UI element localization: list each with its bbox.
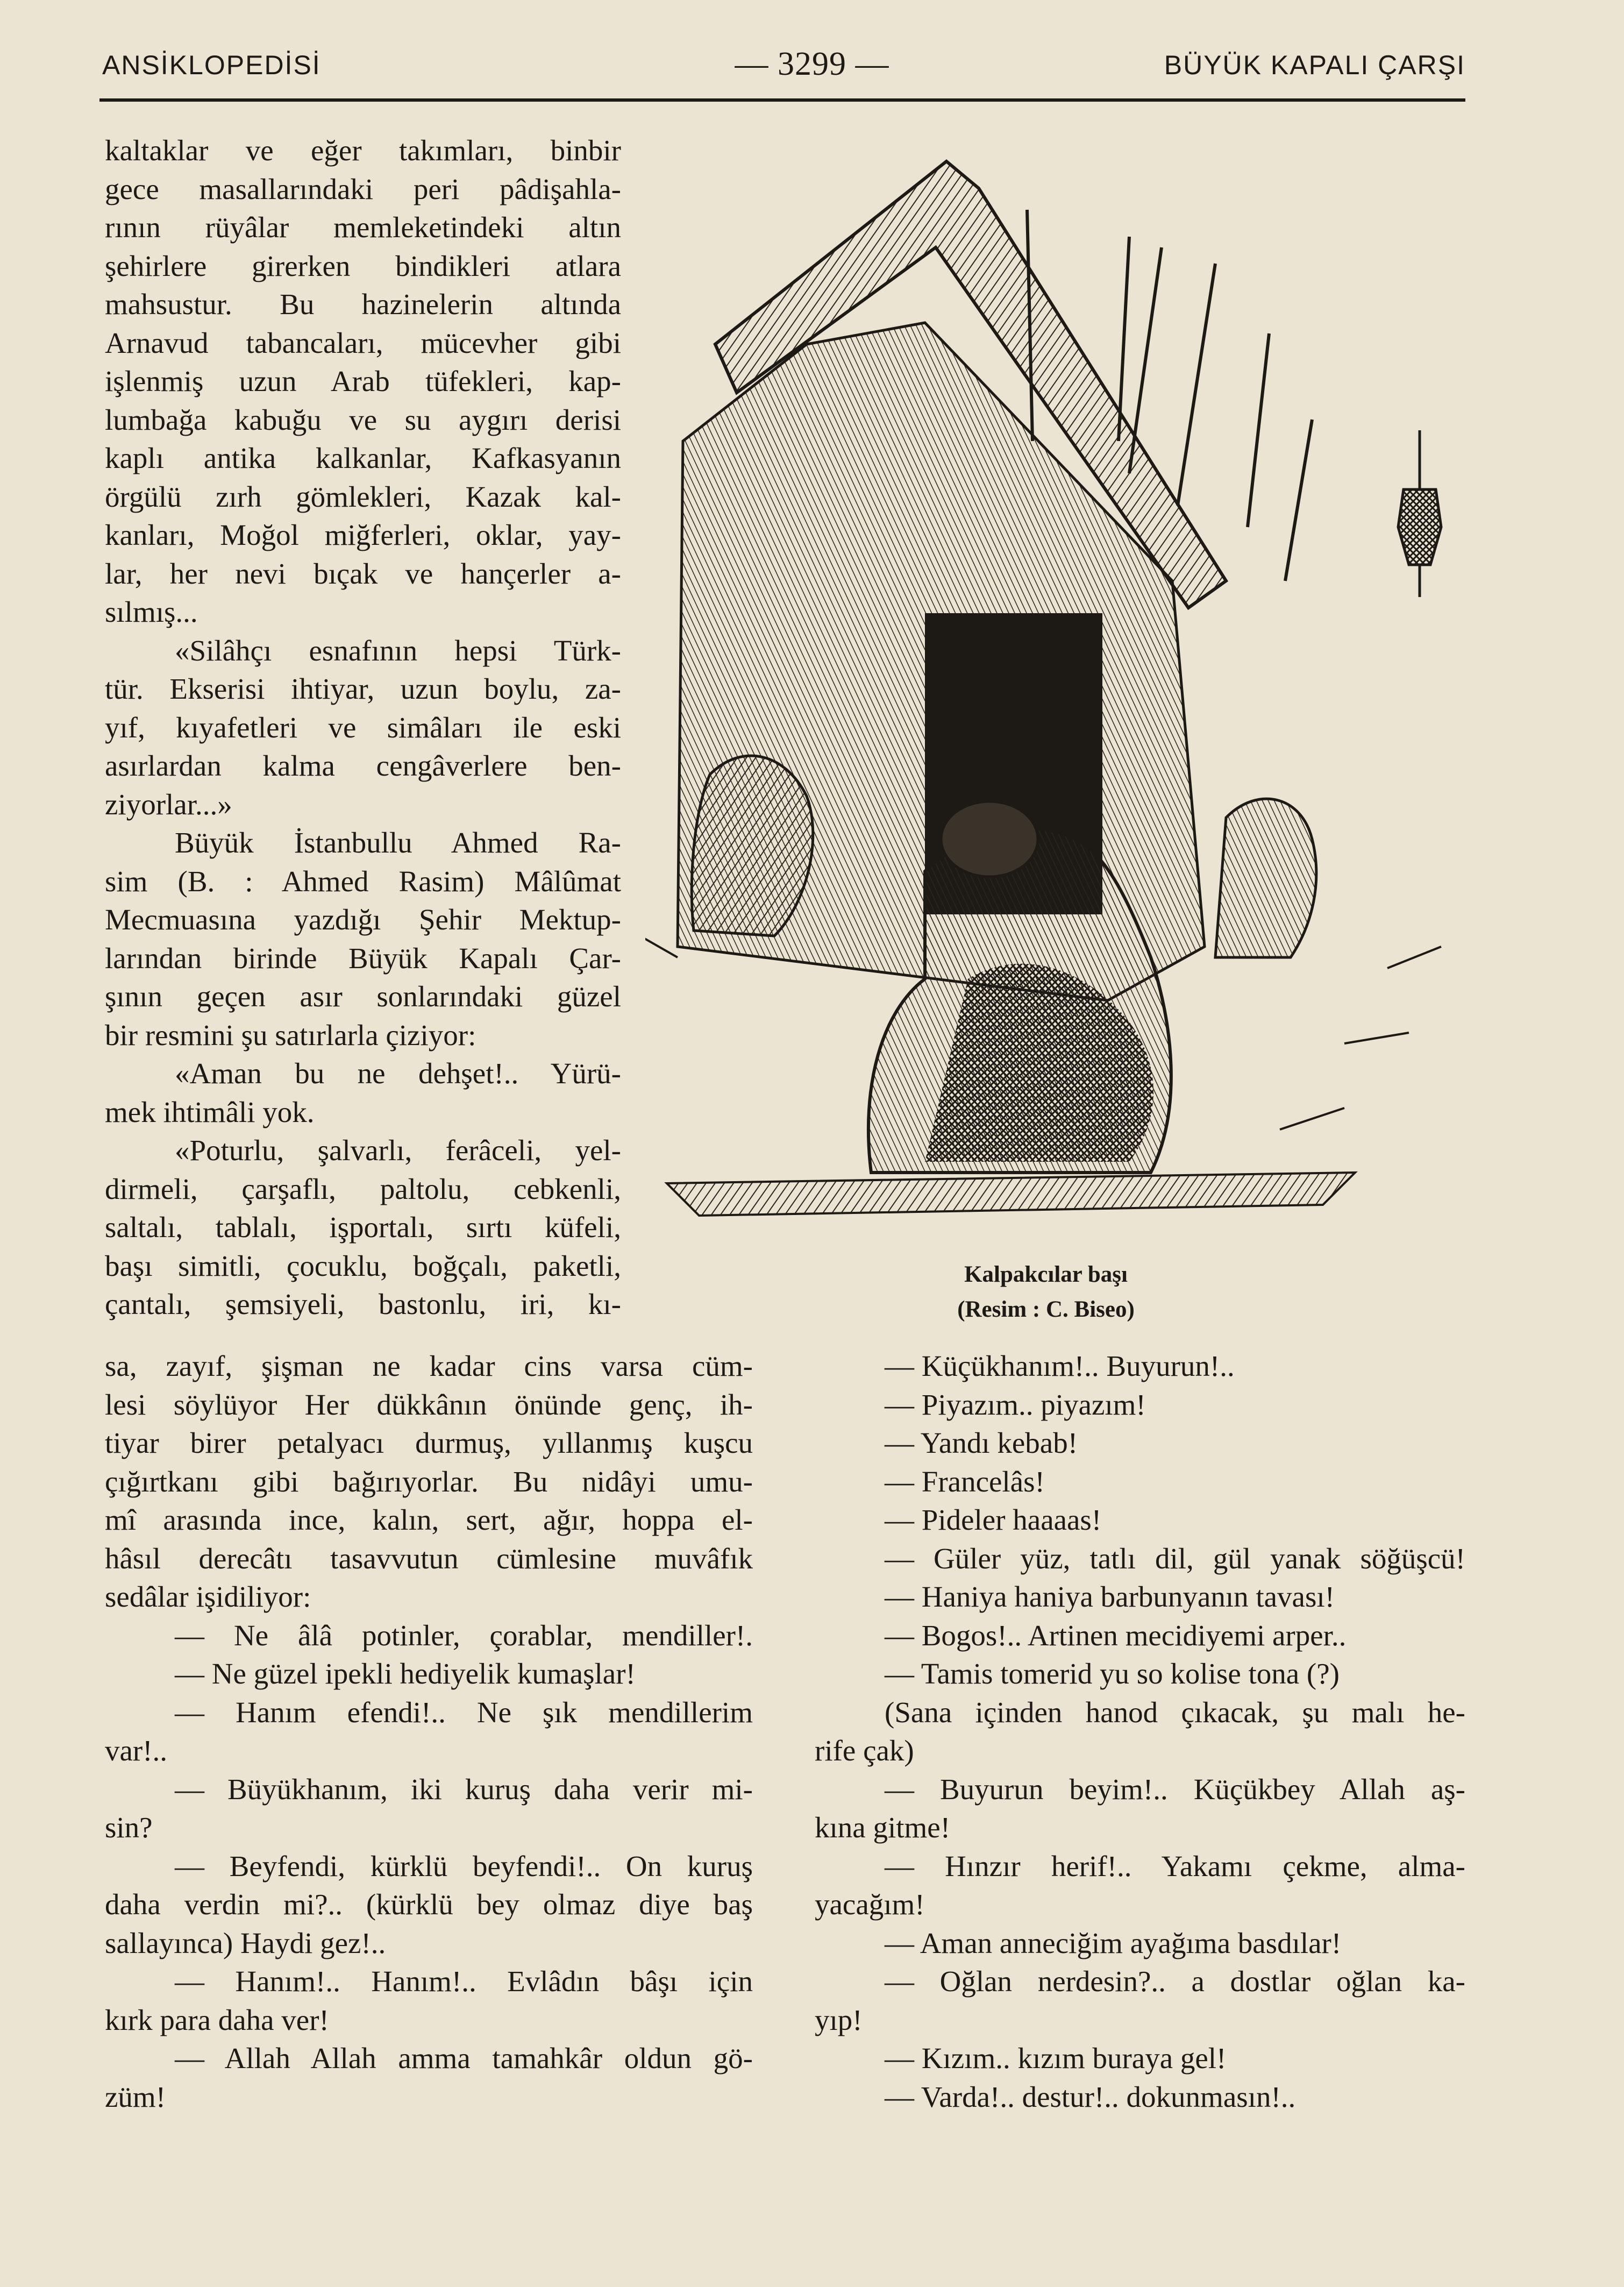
text-line: Büyük İstanbullu Ahmed Ra- (175, 826, 621, 859)
text-line: — Allah Allah amma tamahkâr oldun gö- (175, 2042, 753, 2075)
text-line: kaplı antika kalkanlar, Kafkasyanın (105, 442, 621, 474)
illustration-caption-credit: (Resim : C. Biseo) (957, 1297, 1135, 1322)
text-line: dirmeli, çarşaflı, paltolu, cebkenli, (105, 1172, 621, 1205)
text-line: mek ihtimâli yok. (105, 1095, 315, 1128)
text-line: lumbağa kabuğu ve su aygırı derisi (105, 403, 621, 436)
text-line: kına gitme! (815, 1811, 951, 1844)
header-rule (99, 98, 1465, 102)
text-line: işlenmiş uzun Arab tüfekleri, kap- (105, 365, 621, 397)
text-line: — Ne güzel ipekli hediyelik kumaşlar! (175, 1657, 636, 1690)
header-right: BÜYÜK KAPALI ÇARŞI (1164, 50, 1465, 80)
text-line: şının geçen asır sonlarındaki güzel (105, 980, 621, 1013)
text-line: — Pideler haaaas! (885, 1503, 1102, 1536)
text-line: — Varda!.. destur!.. dokunmasın!.. (885, 2080, 1296, 2113)
text-line: Mecmuasına yazdığı Şehir Mektup- (105, 903, 621, 936)
text-line: tür. Ekserisi ihtiyar, uzun boylu, za- (105, 672, 621, 705)
left-column-top (105, 131, 621, 1324)
text-line: sallayınca) Haydi gez!.. (105, 1926, 386, 1959)
text-line: — Haniya haniya barbunyanın tavası! (885, 1580, 1335, 1613)
text-line: kırk para daha ver! (105, 2003, 329, 2036)
text-line: — Aman anneciğim ayağıma basdılar! (885, 1926, 1342, 1959)
text-line: örgülü zırh gömlekleri, Kazak kal- (105, 480, 621, 513)
text-line: «Silâhçı esnafının hepsi Türk- (175, 634, 621, 667)
text-line: — Küçükhanım!.. Buyurun!.. (885, 1350, 1235, 1382)
right-column (815, 1347, 1465, 2116)
text-line: Arnavud tabancaları, mücevher gibi (105, 326, 621, 359)
lantern-icon (1398, 430, 1441, 597)
text-line: — Bogos!.. Artinen mecidiyemi arper.. (885, 1618, 1347, 1652)
text-line: — Büyükhanım, iki kuruş daha verir mi- (175, 1772, 753, 1806)
text-line: sin? (105, 1811, 153, 1844)
text-line: var!.. (105, 1734, 168, 1767)
text-line: tiyar birer petalyacı durmuş, yıllanmış kuşcu (105, 1426, 753, 1459)
text-line: yacağım! (815, 1888, 925, 1921)
text-line: (Sana içinden hanod çıkacak, şu malı he- (885, 1695, 1465, 1729)
text-line: çığırtkanı gibi bağırıyorlar. Bu nidâyi umu- (105, 1465, 753, 1498)
left-column-bottom (105, 1347, 753, 2116)
text-line: mî arasında ince, kalın, sert, ağır, hoppa el- (105, 1503, 753, 1536)
text-line: kaltaklar ve eğer takımları, binbir (105, 134, 621, 167)
text-line: — Francelâs! (885, 1465, 1045, 1498)
text-line: — Yandı kebab! (885, 1426, 1078, 1459)
text-line: lesi söylüyor Her dükkânın önünde genç, ih- (105, 1388, 753, 1421)
illustration-caption-title: Kalpakcılar başı (964, 1262, 1128, 1287)
text-line: rının rüyâlar memleketindeki altın (105, 211, 621, 244)
text-line: — Ne âlâ potinler, çorablar, mendiller!. (175, 1618, 753, 1652)
illustration (645, 140, 1463, 1237)
text-line: hâsıl derecâtı tasavvutun cümlesine muvâfık (105, 1542, 753, 1575)
text-line: saltalı, tablalı, işportalı, sırtı küfeli, (105, 1211, 621, 1244)
text-line: yıp! (815, 2003, 863, 2036)
text-line: — Oğlan nerdesin?.. a dostlar oğlan ka- (885, 1965, 1465, 1998)
text-line: lar, her nevi bıçak ve hançerler a- (105, 557, 621, 590)
text-line: gece masallarındaki peri pâdişahla- (105, 172, 621, 205)
text-line: daha verdin mi?.. (kürklü bey olmaz diye baş (105, 1888, 753, 1921)
text-line: — Hanım!.. Hanım!.. Evlâdın bâşı için (175, 1965, 753, 1998)
text-line: sa, zayıf, şişman ne kadar cins varsa cüm- (105, 1350, 753, 1382)
text-line: — Beyfendi, kürklü beyfendi!.. On kuruş (175, 1849, 753, 1883)
text-line: «Aman bu ne dehşet!.. Yürü- (175, 1057, 621, 1090)
text-line: şehirlere girerken bindikleri atlara (105, 249, 621, 282)
text-line: — Hanım efendi!.. Ne şık mendillerim (175, 1695, 753, 1729)
page-number: — 3299 — (735, 46, 889, 82)
text-line: yıf, kıyafetleri ve simâları ile eski (105, 711, 621, 744)
text-line: — Piyazım.. piyazım! (885, 1388, 1146, 1421)
text-line: kanları, Moğol miğferleri, oklar, yay- (105, 519, 621, 551)
text-line: rife çak) (815, 1734, 914, 1767)
text-line: sılmış... (105, 595, 198, 628)
text-line: mahsustur. Bu hazinelerin altında (105, 288, 621, 321)
text-line: başı simitli, çocuklu, boğçalı, paketli, (105, 1249, 621, 1282)
text-line: larından birinde Büyük Kapalı Çar- (105, 941, 621, 975)
text-line: sedâlar işidiliyor: (105, 1580, 311, 1613)
text-line: — Hınzır herif!.. Yakamı çekme, alma- (885, 1849, 1465, 1883)
text-line: asırlardan kalma cengâverlere ben- (105, 749, 621, 782)
text-line: çantalı, şemsiyeli, bastonlu, iri, kı- (105, 1288, 621, 1320)
header-left: ANSİKLOPEDİSİ (102, 50, 321, 80)
text-line: «Poturlu, şalvarlı, ferâceli, yel- (175, 1134, 621, 1167)
text-line: — Tamis tomerid yu so kolise tona (?) (885, 1657, 1340, 1690)
text-line: — Buyurun beyim!.. Küçükbey Allah aş- (885, 1772, 1465, 1806)
text-line: sim (B. : Ahmed Rasim) Mâlûmat (105, 864, 621, 898)
text-line: ziyorlar...» (105, 787, 232, 821)
text-line: bir resmini şu satırlarla çiziyor: (105, 1018, 476, 1052)
text-line: züm! (105, 2080, 166, 2113)
text-line: — Kızım.. kızım buraya gel! (885, 2042, 1227, 2075)
text-line: — Güler yüz, tatlı dil, gül yanak söğüşcü! (885, 1542, 1465, 1575)
